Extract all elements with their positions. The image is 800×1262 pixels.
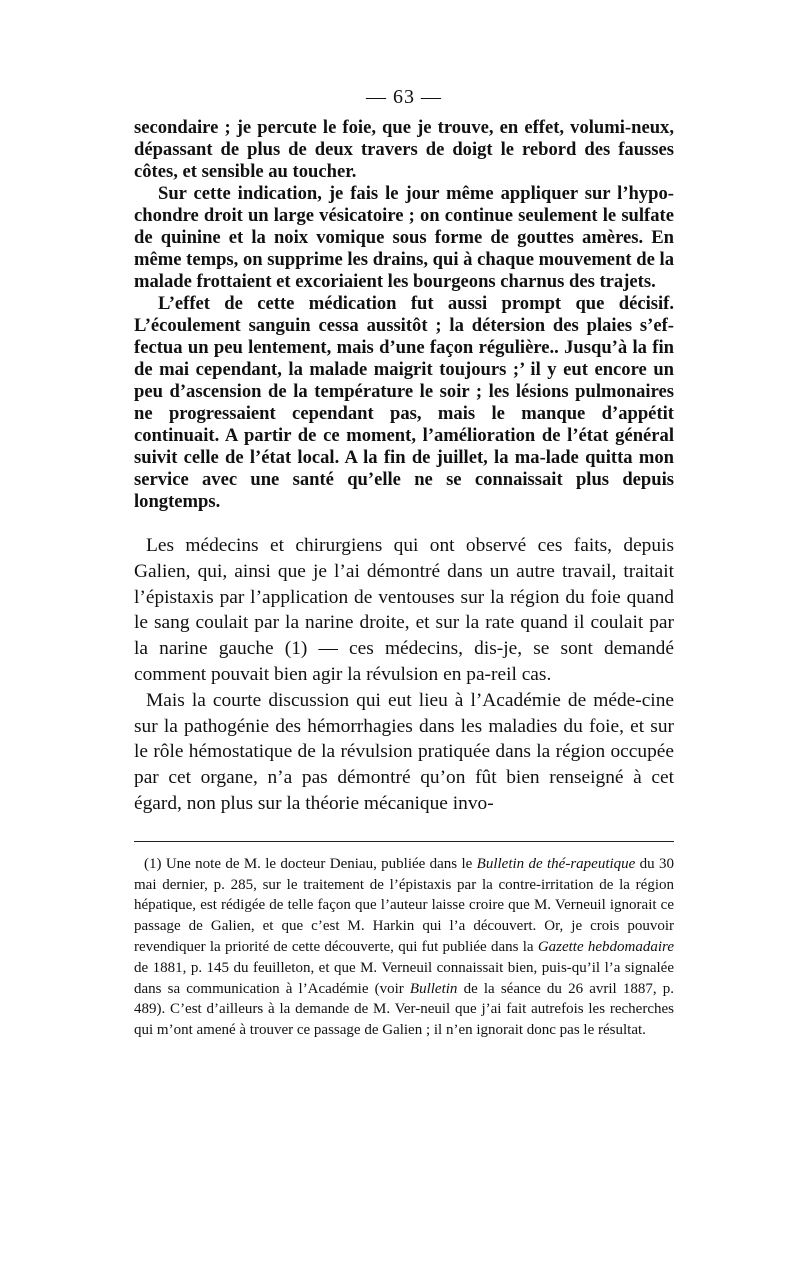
page-number: — 63 — — [366, 86, 442, 108]
footnote-journal-gazette: Gazette hebdomadaire — [537, 938, 674, 955]
footnote-text-3: de 1881, p. 145 du feuilleton, et que M. Verneuil connaissait bien, puis-qu’il l’a signalée dans sa communication à l’Académie (voir — [134, 959, 674, 997]
paragraph-medication-effect: L’effet de cette médication fut aussi prompt que décisif. L’écoulement sanguin cessa aussitôt ; la détersion des plaies s’ef-fectua un peu lentement, mais d’une façon régulière.. Jusqu’à la fin de mai cependant, la malade maigrit toujours ;’ il y eut encore un peu d’ascension de la température le soir ; les lésions pulmonaires ne progressaient cependant pas, mais le manque d’appétit continuait. A partir de ce moment, l’amélioration de l’état général suivit celle de l’état local. A la fin de juillet, la ma-lade quitta mon service avec une santé qu’elle ne se connaissait plus depuis longtemps. — [134, 293, 674, 512]
footnote-journal-bulletin: Bulletin — [409, 980, 458, 997]
paragraph-galien-history: Les médecins et chirurgiens qui ont observé ces faits, depuis Galien, qui, ainsi que je l’ai démontré dans un autre travail, traitait l’épistaxis par l’application de ventouses sur la région du foie quand le sang coulait par la narine droite, et sur la rate quand il coulait par la narine gauche (1) — ces médecins, dis-je, se sont demandé comment pouvait bien agir la révulsion en pa-reil cas. — [134, 535, 674, 685]
footnote-journal-bulletin-therapeutique: Bulletin de thé-rapeutique — [476, 855, 636, 872]
footnote-text-2: du 30 mai dernier, p. 285, sur le traitement de l’épistaxis par la contre-irritation de la région hépatique, est rédigée de telle façon que l’auteur laisse croire que M. Verneuil ignorait ce passage de Galien, et que c’est M. Harkin qui l’a découvert. Or, je crois pouvoir revendiquer la priorité de cette découverte, qui fut publiée dans la — [134, 855, 675, 955]
discussion-section — [134, 533, 674, 817]
paragraph-blister-treatment: Sur cette indication, je fais le jour même appliquer sur l’hypo-chondre droit un large vésicatoire ; on continue seulement le sulfate de quinine et la noix vomique sous forme de gouttes amères. En même temps, on supprime les drains, qui à chaque mouvement de la malade frottaient et excoriaient les bourgeons charnus des trajets. — [134, 183, 674, 292]
footnote-text-4: de la séance du 26 avril 1887, p. 489). C’est d’ailleurs à la demande de M. Ver-neuil que j’ai fait autrefois les recherches qui m’ont amené à trouver ce passage de Galien ; il n’en ignorait donc pas le résultat. — [134, 980, 674, 1039]
case-report-section — [134, 117, 674, 513]
paragraph-liver-exam: secondaire ; je percute le foie, que je trouve, en effet, volumi-neux, dépassant de plus de deux travers de doigt le rebord des fausses côtes, et sensible au toucher. — [134, 117, 674, 182]
footnote-divider — [134, 841, 674, 842]
paragraph-academy-discussion: Mais la courte discussion qui eut lieu à l’Académie de méde-cine sur la pathogénie des hémorrhagies dans les maladies du foie, et sur le rôle hémostatique de la révulsion pratiquée dans la région occupée par cet organe, n’a pas démontré qu’on fût bien renseigné à cet égard, non plus sur la théorie mécanique invo- — [134, 689, 674, 814]
footnote — [134, 854, 674, 1041]
book-page — [134, 86, 674, 1041]
footnote-text-1: (1) Une note de M. le docteur Deniau, publiée dans le — [144, 855, 477, 872]
